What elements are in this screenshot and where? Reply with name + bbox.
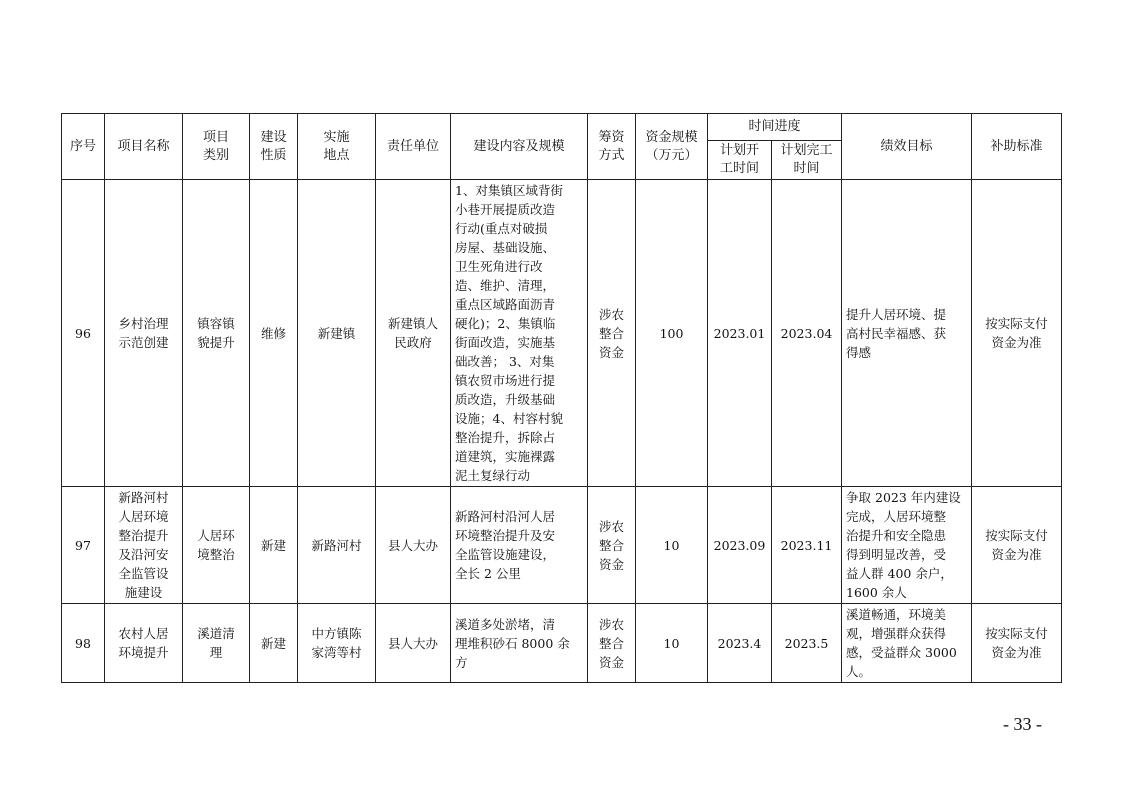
header-unit: 责任单位: [376, 114, 451, 180]
header-end: 计划完工 时间: [772, 141, 842, 180]
cell-funding-method: 涉农 整合 资金: [588, 604, 636, 683]
cell-category: 人居环 境整治: [183, 487, 250, 604]
cell-seq: 98: [62, 604, 105, 683]
cell-end: 2023.5: [772, 604, 842, 683]
project-table: [61, 113, 1062, 683]
cell-content: 新路河村沿河人居 环境整治提升及安 全监管设施建设， 全长 2 公里: [451, 487, 588, 604]
header-subsidy: 补助标准: [972, 114, 1062, 180]
table-row: [62, 487, 1062, 604]
cell-subsidy: 按实际支付 资金为准: [972, 180, 1062, 487]
page-number: - 33 -: [1003, 714, 1042, 734]
cell-name: 新路河村 人居环境 整治提升 及沿河安 全监管设 施建设: [105, 487, 183, 604]
cell-name: 农村人居 环境提升: [105, 604, 183, 683]
header-schedule: 时间进度: [708, 114, 842, 141]
header-content: 建设内容及规模: [451, 114, 588, 180]
cell-start: 2023.4: [708, 604, 772, 683]
header-location: 实施 地点: [298, 114, 376, 180]
header-name: 项目名称: [105, 114, 183, 180]
cell-nature: 维修: [250, 180, 298, 487]
cell-funding-method: 涉农 整合 资金: [588, 180, 636, 487]
cell-amount: 10: [636, 487, 708, 604]
header-category: 项目 类别: [183, 114, 250, 180]
cell-name: 乡村治理 示范创建: [105, 180, 183, 487]
cell-nature: 新建: [250, 604, 298, 683]
cell-start: 2023.09: [708, 487, 772, 604]
cell-goal: 溪道畅通，环境美 观，增强群众获得 感，受益群众 3000 人。: [842, 604, 972, 683]
cell-seq: 96: [62, 180, 105, 487]
cell-amount: 10: [636, 604, 708, 683]
cell-goal: 提升人居环境、提 高村民幸福感、获 得感: [842, 180, 972, 487]
cell-subsidy: 按实际支付 资金为准: [972, 487, 1062, 604]
cell-location: 新路河村: [298, 487, 376, 604]
cell-unit: 县人大办: [376, 604, 451, 683]
header-amount: 资金规模 （万元）: [636, 114, 708, 180]
header-funding-method: 筹资 方式: [588, 114, 636, 180]
header-nature: 建设 性质: [250, 114, 298, 180]
cell-nature: 新建: [250, 487, 298, 604]
cell-subsidy: 按实际支付 资金为准: [972, 604, 1062, 683]
cell-goal: 争取 2023 年内建设 完成，人居环境整 治提升和安全隐患 得到明显改善，受 益人群 400 余户， 1600 余人: [842, 487, 972, 604]
table-row: [62, 180, 1062, 487]
header-goal: 绩效目标: [842, 114, 972, 180]
cell-category: 溪道清 理: [183, 604, 250, 683]
cell-seq: 97: [62, 487, 105, 604]
cell-content: 1、对集镇区域背街 小巷开展提质改造 行动(重点对破损 房屋、基础设施、 卫生死角进行改 造、维护、清理， 重点区域路面沥青 硬化)；2、集镇临 街面改造，实施基 础改善； 3、对集 镇农贸市场进行提 质改造，升级基础 设施；4、村容村貌 整治提升，拆除占 道建筑，实施裸露 泥土复绿行动: [451, 180, 588, 487]
cell-start: 2023.01: [708, 180, 772, 487]
cell-funding-method: 涉农 整合 资金: [588, 487, 636, 604]
cell-amount: 100: [636, 180, 708, 487]
cell-location: 新建镇: [298, 180, 376, 487]
cell-content: 溪道多处淤堵，清 理堆积砂石 8000 余 方: [451, 604, 588, 683]
header-seq: 序号: [62, 114, 105, 180]
cell-location: 中方镇陈 家湾等村: [298, 604, 376, 683]
cell-category: 镇容镇 貌提升: [183, 180, 250, 487]
cell-unit: 县人大办: [376, 487, 451, 604]
table-row: [62, 604, 1062, 683]
header-start: 计划开 工时间: [708, 141, 772, 180]
header-row-top: [62, 114, 1062, 141]
cell-end: 2023.11: [772, 487, 842, 604]
cell-unit: 新建镇人 民政府: [376, 180, 451, 487]
cell-end: 2023.04: [772, 180, 842, 487]
